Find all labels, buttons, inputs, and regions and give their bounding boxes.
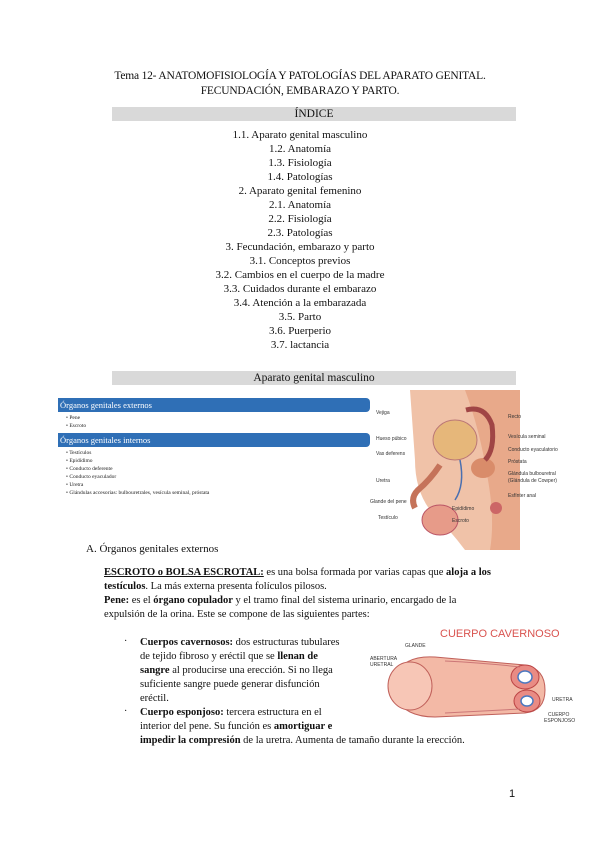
internal-item: • Conducto deferente	[66, 466, 113, 473]
cavernoso-label: CUERPO	[548, 712, 570, 718]
anatomy-label: Vesícula seminal	[508, 434, 546, 440]
pene-term: Pene:	[104, 595, 130, 606]
index-header: ÍNDICE	[112, 107, 516, 121]
index-item: 2.2. Fisiología	[268, 213, 332, 225]
cavernoso-label: GLANDE	[405, 643, 426, 649]
bullet-esponjoso-2: interior del pene. Su función es amortiguar e	[140, 721, 333, 732]
anatomy-label: Recto	[508, 414, 522, 420]
bullet-cavernosos-3: sangre al producirse una erección. Si no llega	[140, 665, 333, 676]
anatomy-label: Escroto	[452, 518, 469, 524]
escroto-term: ESCROTO o BOLSA ESCROTAL:	[104, 567, 264, 578]
index-item: 2.3. Patologías	[267, 227, 333, 239]
anatomy-label: Hueso púbico	[376, 436, 407, 442]
internal-item: • Testículos	[66, 450, 91, 457]
bullet-marker: ·	[124, 636, 128, 647]
page-number: 1	[509, 788, 516, 800]
doc-title-line2: FECUNDACIÓN, EMBARAZO Y PARTO.	[200, 85, 400, 97]
cavernoso-label: ESPONJOSO	[544, 718, 576, 724]
bullet-esponjoso-3: impedir la compresión de la uretra. Aumenta de tamaño durante la erección.	[140, 735, 465, 746]
anatomy-label: Testículo	[378, 515, 398, 521]
internal-organs-bar: Órganos genitales internos	[58, 433, 370, 447]
index-item: 3.3. Cuidados durante el embarazo	[223, 283, 377, 295]
bullet-cavernosos-2: de tejido fibroso y eréctil que se llenan de	[140, 651, 318, 662]
anatomy-label: Uretra	[376, 478, 390, 484]
index-item: 3.6. Puerperio	[268, 325, 331, 337]
bullet-marker: ·	[124, 706, 128, 717]
index-item: 2. Aparato genital femenino	[238, 185, 362, 197]
anatomy-label: Glándula bulbouretral	[508, 471, 556, 477]
bullet-esponjoso: Cuerpo esponjoso: tercera estructura en el	[140, 707, 322, 718]
bullet-cavernosos-4: suficiente sangre puede generar disfunción	[140, 679, 320, 690]
index-item: 3.1. Conceptos previos	[249, 255, 351, 267]
bullet-cavernosos: Cuerpos cavernosos: dos estructuras tubulares	[140, 637, 340, 648]
index-item: 3.4. Atención a la embarazada	[233, 297, 367, 309]
index-item: 1.1. Aparato genital masculino	[232, 129, 368, 141]
internal-item: • Uretra	[66, 482, 83, 489]
subsection-heading: A. Órganos genitales externos	[86, 543, 219, 555]
index-item: 1.4. Patologías	[267, 171, 333, 183]
internal-item: • Epidídimo	[66, 458, 93, 465]
anatomy-label: (Glándula de Cowper)	[508, 478, 557, 484]
external-organs-bar: Órganos genitales externos	[58, 398, 370, 412]
internal-item: • Glándulas accesorias: bulbouretrales, vesícula seminal, próstata	[66, 490, 209, 497]
anatomy-label: Vas deferens	[376, 451, 406, 457]
index-item: 1.3. Fisiología	[268, 157, 332, 169]
anatomy-label: Vejiga	[376, 410, 390, 416]
pene-paragraph: Pene: es el órgano copulador y el tramo final del sistema urinario, encargado de la	[104, 595, 457, 606]
index-item: 3.2. Cambios en el cuerpo de la madre	[215, 269, 385, 281]
cavernoso-title: CUERPO CAVERNOSO	[440, 628, 560, 640]
cavernoso-label: URETRAL	[370, 662, 394, 668]
index-item: 1.2. Anatomía	[268, 143, 332, 155]
external-item: • Escroto	[66, 423, 86, 430]
index-item: 3.7. lactancia	[270, 339, 330, 351]
section-header: Aparato genital masculino	[112, 371, 516, 385]
escroto-paragraph-2: testículos. La más externa presenta folículos pilosos.	[104, 581, 327, 592]
external-item: • Pene	[66, 415, 80, 422]
bullet-cavernosos-5: eréctil.	[140, 693, 169, 704]
escroto-paragraph: ESCROTO o BOLSA ESCROTAL: es una bolsa formada por varias capas que aloja a los	[104, 567, 491, 578]
index-item: 3. Fecundación, embarazo y parto	[225, 241, 375, 253]
cavernoso-label: ABERTURA	[370, 656, 398, 662]
cavernoso-label: URETRA	[552, 697, 573, 703]
anatomy-label: Conducto eyaculatorio	[508, 447, 558, 453]
cavernoso-illustration	[375, 645, 555, 727]
internal-item: • Conducto eyaculador	[66, 474, 116, 481]
anatomy-label: Próstata	[508, 459, 527, 465]
index-item: 2.1. Anatomía	[268, 199, 332, 211]
anatomy-label: Glande del pene	[370, 499, 407, 505]
doc-title-line1: Tema 12- ANATOMOFISIOLOGÍA Y PATOLOGÍAS DEL APARATO GENITAL.	[114, 70, 486, 82]
cavernoso-figure	[375, 645, 555, 727]
anatomy-label: Epidídimo	[452, 506, 475, 512]
pene-paragraph-2: expulsión de la orina. Este se compone de las siguientes partes:	[104, 609, 370, 620]
index-item: 3.5. Parto	[278, 311, 322, 323]
anatomy-label: Esfínter anal	[508, 493, 537, 499]
